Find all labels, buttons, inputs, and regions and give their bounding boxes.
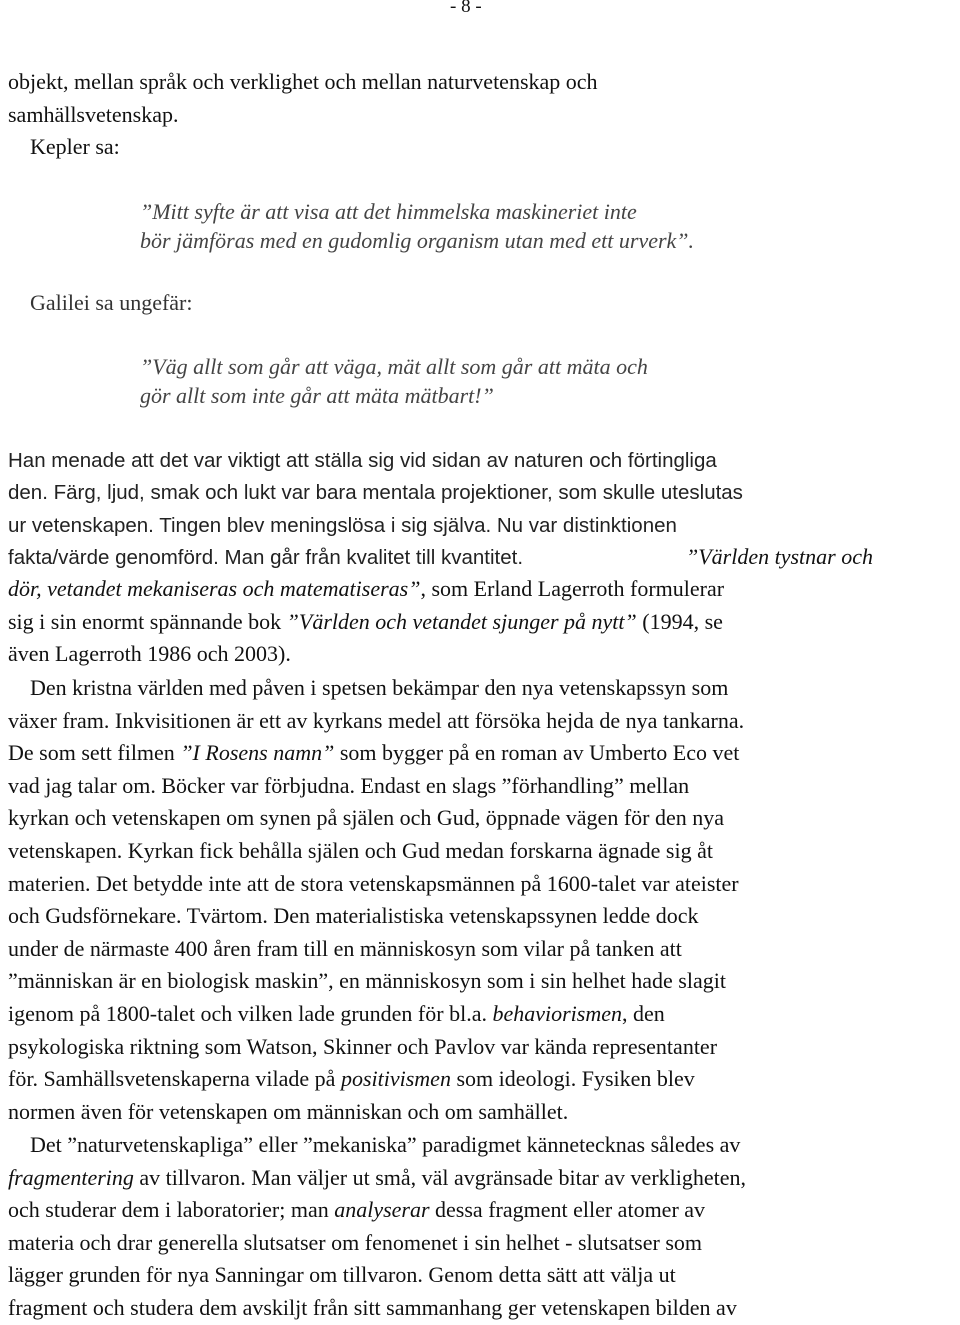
text-line: vad jag talar om. Böcker var förbjudna. Endast en slags ”förhandling” mellan xyxy=(8,772,690,798)
quote-line: bör jämföras med en gudomlig organism utan med ett urverk”. xyxy=(140,227,695,253)
text-line: materia och drar generella slutsatser om fenomenet i sin helhet - slutsatser som xyxy=(8,1229,702,1255)
text-segment: av tillvaron. Man väljer ut små, väl avgränsade bitar av verkligheten, xyxy=(133,1164,747,1190)
italic-text: behaviorismen xyxy=(492,1000,622,1026)
text-line: även Lagerroth 1986 och 2003). xyxy=(8,641,291,667)
text-line: psykologiska riktning som Watson, Skinner och Pavlov var kända representanter xyxy=(8,1033,718,1059)
text-segment: De som sett filmen xyxy=(8,740,181,766)
text-line: samhällsvetenskap. xyxy=(8,101,179,127)
text-line: den. Färg, ljud, smak och lukt var bara mentala projektioner, som skulle uteslutas xyxy=(8,481,743,505)
text-line: ”människan är en biologisk maskin”, en människosyn som i sin helhet hade slagit xyxy=(8,968,726,994)
galilei-quote xyxy=(140,353,648,410)
italic-text: dör, vetandet mekaniseras och matematiseras” xyxy=(8,576,421,601)
body-paragraph-2 xyxy=(8,672,956,1128)
text-line: materien. Det betydde inte att de stora vetenskapsmännen på 1600-talet var ateister xyxy=(8,870,739,896)
text-line xyxy=(8,1063,956,1096)
text-line: ur vetenskapen. Tingen blev meningslösa i sig själva. Nu var distinktionen xyxy=(8,513,677,537)
text-segment: dessa fragment eller atomer av xyxy=(429,1197,706,1223)
italic-text: analyserar xyxy=(334,1197,430,1223)
text-line: under de närmaste 400 åren fram till en människosyn som vilar på tanken att xyxy=(8,935,682,961)
text-segment: , som Erland Lagerroth formulerar xyxy=(420,576,725,601)
galilei-label: Galilei sa ungefär: xyxy=(30,290,193,315)
text-line xyxy=(8,573,956,606)
text-segment: (1994, se xyxy=(636,608,723,634)
text-line xyxy=(8,1162,956,1195)
text-line xyxy=(8,737,956,770)
italic-text: ”Världen och vetandet sjunger på nytt” xyxy=(286,608,637,634)
text-line xyxy=(8,998,956,1031)
text-line: och Gudsförnekare. Tvärtom. Den materialistiska vetenskapssynen ledde dock xyxy=(8,903,699,929)
text-line: vetenskapen. Kyrkan fick behålla själen och Gud medan forskarna ägnade sig åt xyxy=(8,837,713,863)
intro-paragraph xyxy=(8,66,956,164)
italic-text: positivismen xyxy=(340,1066,451,1092)
text-segment: som ideologi. Fysiken blev xyxy=(450,1066,695,1092)
text-line: lägger grunden för nya Sanningar om tillvaron. Genom detta sätt att välja ut xyxy=(8,1262,676,1288)
body-paragraph-3 xyxy=(8,1129,956,1325)
quote-line: ”Väg allt som går att väga, mät allt som går att mäta och xyxy=(140,354,648,379)
text-line: kyrkan och vetenskapen om synen på själen och Gud, öppnade vägen för den nya xyxy=(8,805,724,831)
text-segment: , den xyxy=(622,1000,665,1026)
quote-line: gör allt som inte går att mäta mätbart!” xyxy=(140,382,494,408)
text-line xyxy=(8,1194,956,1227)
italic-text: ”Världen tystnar och xyxy=(686,544,873,569)
kepler-quote xyxy=(140,198,694,255)
text-segment: som bygger på en roman av Umberto Eco vet xyxy=(334,740,740,766)
text-line: Det ”naturvetenskapliga” eller ”mekaniska” paradigmet kännetecknas således av xyxy=(30,1132,741,1157)
italic-text: fragmentering xyxy=(8,1164,134,1190)
body-paragraph-1 xyxy=(8,573,956,671)
text-line: fakta/värde genomförd. Man går från kvalitet till kvantitet. xyxy=(8,545,524,569)
text-line: fragment och studera dem avskiljt från sitt sammanhang ger vetenskapen bilden av xyxy=(8,1294,737,1320)
body1-line1 xyxy=(686,541,956,574)
text-segment: sig i sin enormt spännande bok xyxy=(8,608,287,634)
text-segment: för. Samhällsvetenskaperna vilade på xyxy=(8,1066,341,1092)
text-segment: igenom på 1800-talet och vilken lade grunden för bl.a. xyxy=(8,1000,493,1026)
text-line: objekt, mellan språk och verklighet och mellan naturvetenskap och xyxy=(8,69,598,94)
quote-line: ”Mitt syfte är att visa att det himmelska maskineriet inte xyxy=(140,199,637,224)
text-line xyxy=(8,606,956,639)
text-line: Den kristna världen med påven i spetsen bekämpar den nya vetenskapssyn som xyxy=(30,675,729,700)
text-line: Kepler sa: xyxy=(30,134,120,160)
text-line: växer fram. Inkvisitionen är ett av kyrkans medel att försöka hejda de nya tankarna. xyxy=(8,707,745,733)
text-segment: och studerar dem i laboratorier; man xyxy=(8,1197,335,1223)
text-line: normen även för vetenskapen om människan och om samhället. xyxy=(8,1098,569,1124)
italic-text: ”I Rosens namn” xyxy=(180,740,335,766)
page-number: - 8 - xyxy=(450,0,482,17)
text-line: Han menade att det var viktigt att ställa sig vid sidan av naturen och förtingliga xyxy=(8,449,717,472)
